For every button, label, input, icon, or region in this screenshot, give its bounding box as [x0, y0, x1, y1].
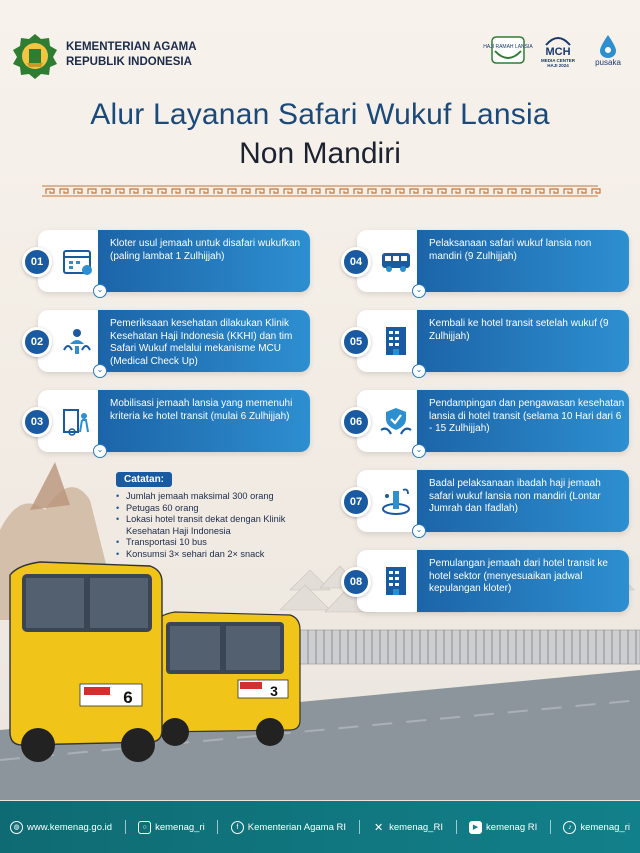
- step-number: 03: [22, 407, 52, 437]
- footer-facebook-label: Kementerian Agama RI: [247, 821, 347, 833]
- step-number: 08: [341, 567, 371, 597]
- footer-website-label: www.kemenag.go.id: [27, 821, 113, 833]
- hotel-icon: [379, 564, 413, 598]
- calendar-icon: [60, 244, 94, 278]
- chevron-down-icon: ⌄: [93, 364, 107, 378]
- footer-youtube-link[interactable]: [469, 821, 537, 834]
- mch-text: MCH: [545, 45, 571, 58]
- step-number: 01: [22, 247, 52, 277]
- facebook-icon: f: [231, 821, 244, 834]
- pusaka-text: pusaka: [595, 57, 621, 67]
- bus-back-number: 3: [270, 683, 278, 699]
- step-text: Kembali ke hotel transit setelah wukuf (9 Zulhijjah): [429, 318, 609, 342]
- footer-divider: [125, 820, 126, 834]
- chevron-down-icon: ⌄: [412, 284, 426, 298]
- footer-tiktok-link[interactable]: [563, 821, 630, 834]
- footer-x-link[interactable]: [372, 821, 443, 834]
- chevron-down-icon: ⌄: [412, 444, 426, 458]
- mch-logo: [538, 30, 578, 70]
- note-item: • Transportasi 10 bus: [116, 537, 316, 549]
- pusaka-logo: [588, 30, 628, 70]
- step-card-01: [30, 230, 310, 294]
- footer-youtube-label: kemenag RI: [486, 821, 538, 833]
- footer-divider: [550, 820, 551, 834]
- step-text: Pendampingan dan pengawasan kesehatan lansia di hotel transit (selama 10 Hari dari 6 - 15 Zulhijjah): [429, 398, 625, 434]
- care-hands-icon: [379, 404, 413, 438]
- mobilization-icon: [60, 404, 94, 438]
- footer-bar: [0, 801, 640, 853]
- step-number: 06: [341, 407, 371, 437]
- bus-front-number: 6: [123, 688, 133, 707]
- step-card-02: [30, 310, 310, 374]
- footer-x-label: kemenag_RI: [389, 821, 443, 833]
- chevron-down-icon: ⌄: [412, 524, 426, 538]
- main-subtitle: Non Mandiri: [239, 137, 401, 170]
- step-text: Pelaksanaan safari wukuf lansia non mandiri (9 Zulhijjah): [429, 238, 592, 262]
- bus-back: [150, 612, 300, 746]
- globe-icon: ◍: [10, 821, 23, 834]
- step-text: Pemeriksaan kesehatan dilakukan Klinik Kesehatan Haji Indonesia (KKHI) dan tim Safari Wukuf melalui mekanisme MCU (Medical Check Up): [110, 318, 293, 367]
- note-item: • Lokasi hotel transit dekat dengan Klinik Kesehatan Haji Indonesia: [116, 514, 316, 537]
- partner-logos: [483, 30, 628, 70]
- jumrah-icon: [379, 484, 413, 518]
- footer-website-link[interactable]: [10, 821, 112, 834]
- x-icon: ✕: [373, 821, 384, 834]
- haji-ramah-lansia-logo: [483, 30, 533, 70]
- hotel-icon: [379, 324, 413, 358]
- step-card-04: [349, 230, 629, 294]
- chevron-down-icon: ⌄: [412, 364, 426, 378]
- main-title: Alur Layanan Safari Wukuf Lansia: [90, 98, 550, 131]
- step-card-07: [349, 470, 629, 534]
- org-line-2: REPUBLIK INDONESIA: [66, 56, 192, 68]
- note-item: • Konsumsi 3× sehari dan 2× snack: [116, 549, 316, 561]
- youtube-icon: ▶: [469, 821, 482, 834]
- chevron-down-icon: ⌄: [93, 284, 107, 298]
- note-item: • Petugas 60 orang: [116, 503, 316, 515]
- bus-icon: [379, 244, 413, 278]
- step-text: Mobilisasi jemaah lansia yang memenuhi kriteria ke hotel transit (mulai 6 Zulhijjah): [110, 398, 293, 422]
- ornament-divider: [42, 185, 598, 197]
- footer-tiktok-label: kemenag_ri: [580, 821, 630, 833]
- org-line-1: KEMENTERIAN AGAMA: [66, 41, 197, 53]
- notes-title: Catatan:: [116, 472, 172, 487]
- ramah-lansia-text: HAJI RAMAH LANSIA: [483, 44, 533, 50]
- step-card-08: [349, 550, 629, 612]
- step-text: Badal pelaksanaan ibadah haji jemaah safari wukuf lansia non mandiri (Lontar Jumrah dan Ifadlah): [429, 478, 601, 514]
- footer-instagram-link[interactable]: [138, 821, 205, 834]
- step-card-05: [349, 310, 629, 374]
- mch-subtext: MEDIA CENTER HAJI 2024: [540, 57, 576, 68]
- step-text: Pemulangan jemaah dari hotel transit ke hotel sektor (menyesuaikan jadwal kepulangan kloter): [429, 558, 608, 594]
- tiktok-icon: ♪: [563, 821, 576, 834]
- step-number: 05: [341, 327, 371, 357]
- organization-name: [66, 40, 197, 70]
- footer-facebook-link[interactable]: [231, 821, 346, 834]
- step-text: Kloter usul jemaah untuk disafari wukufkan (paling lambat 1 Zulhijjah): [110, 238, 301, 262]
- step-number: 02: [22, 327, 52, 357]
- footer-instagram-label: kemenag_ri: [155, 821, 205, 833]
- kemenag-logo: [12, 33, 58, 79]
- step-card-03: [30, 390, 310, 454]
- notes-box: [116, 469, 316, 560]
- step-card-06: [349, 390, 629, 454]
- step-number: 04: [341, 247, 371, 277]
- footer-divider: [456, 820, 457, 834]
- step-number: 07: [341, 487, 371, 517]
- footer-divider: [359, 820, 360, 834]
- medical-team-icon: [60, 324, 94, 358]
- footer-divider: [217, 820, 218, 834]
- bus-front: [10, 562, 162, 762]
- notes-list: [116, 491, 316, 560]
- chevron-down-icon: ⌄: [93, 444, 107, 458]
- note-item: • Jumlah jemaah maksimal 300 orang: [116, 491, 316, 503]
- instagram-icon: ○: [138, 821, 151, 834]
